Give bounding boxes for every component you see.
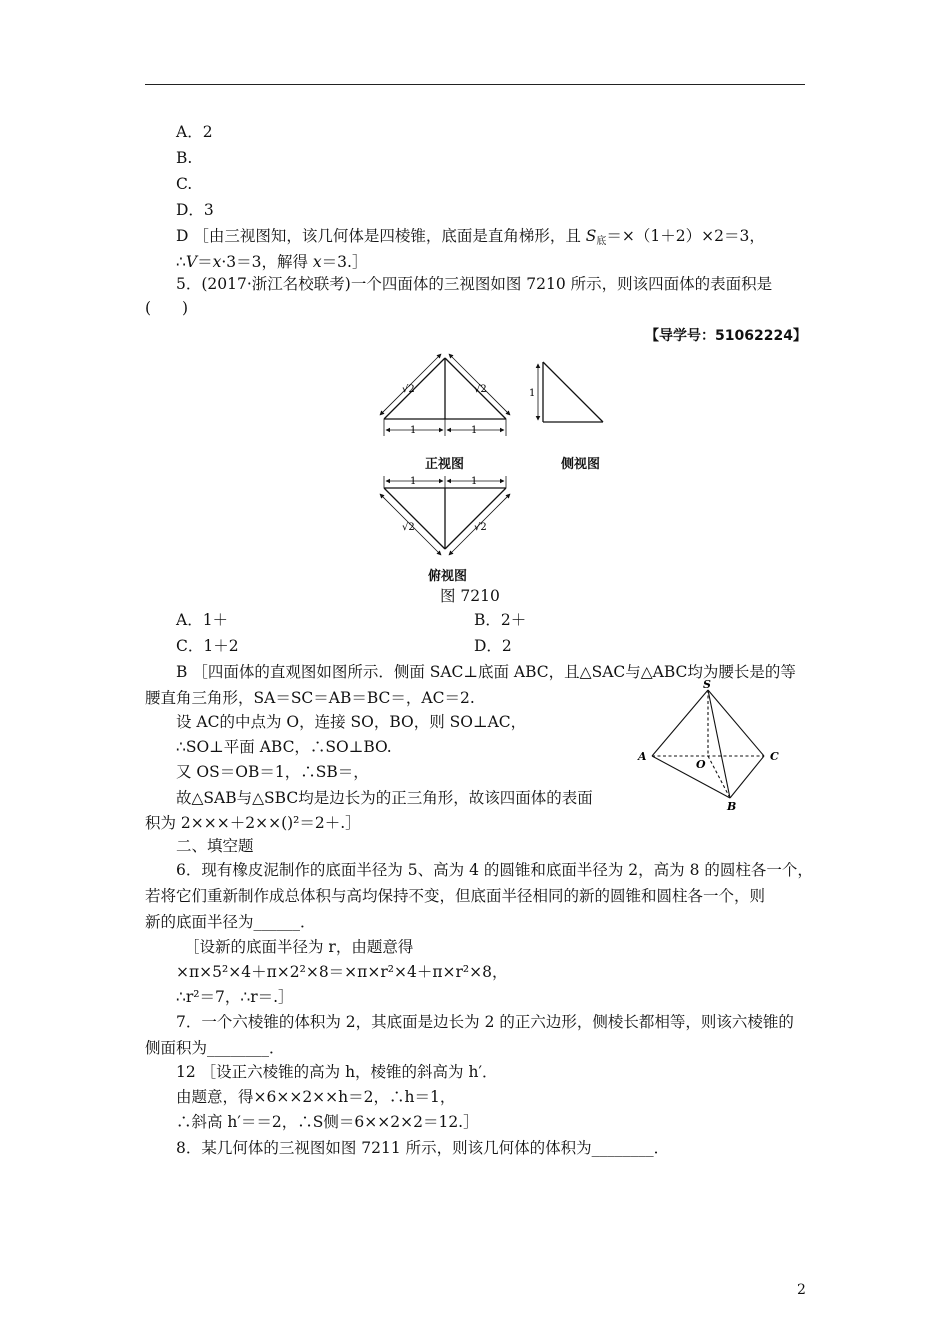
q7-stem-line-2: 侧面积为________．: [145, 1039, 285, 1057]
q5-option-c: C．1＋2: [176, 637, 239, 655]
q4-option-b: B.: [176, 149, 193, 167]
top-dim-right: 1: [471, 476, 478, 487]
vertex-A: A: [638, 750, 647, 763]
q5-option-a: A．1＋: [176, 611, 229, 629]
q6-answer-line-3: ∴r²＝7，∴r＝.］: [176, 988, 294, 1006]
q4-option-d: D．3: [176, 201, 214, 219]
front-dim-left: 1: [410, 425, 417, 436]
front-view-label: 正视图: [425, 457, 465, 472]
front-dim-right: 1: [471, 425, 478, 436]
q6-stem-line-2: 若将它们重新制作成总体积与高均保持不变，但底面半径相同的新的圆锥和圆柱各一个，则: [145, 887, 766, 905]
q4-answer-line-2: ∴V＝x·3＝3，解得 x＝3.］: [176, 253, 368, 271]
vertex-C: C: [770, 750, 779, 763]
q5-option-b: B．2＋: [474, 611, 527, 629]
q5-answer-line-7: 积为 2×××＋2××()²＝2＋.］: [145, 814, 361, 832]
q5-option-d: D．2: [474, 637, 512, 655]
header-rule: [145, 84, 805, 85]
q5-answer-line-4: ∴SO⊥平面 ABC，∴SO⊥BO.: [176, 738, 392, 756]
front-dim-sqrt2-left: √2: [402, 384, 415, 395]
q4-option-a: A．2: [176, 123, 213, 141]
q4-option-c: C.: [176, 175, 193, 193]
top-view: [380, 476, 510, 555]
front-dim-sqrt2-right: √2: [474, 384, 487, 395]
front-view: [380, 354, 510, 436]
vertex-S: S: [703, 678, 711, 691]
side-view: [538, 362, 603, 422]
page-number: 2: [797, 1282, 806, 1298]
q6-answer-line-1: ［设新的底面半径为 r，由题意得: [184, 938, 414, 956]
section-title-fill-in: 二、填空题: [176, 837, 254, 855]
q6-stem-line-1: 6．现有橡皮泥制作的底面半径为 5、高为 4 的圆锥和底面半径为 2，高为 8 的圆柱各一个，: [176, 861, 813, 879]
q5-stem-line-1: 5．(2017·浙江名校联考)一个四面体的三视图如图 7210 所示，则该四面体的表面积是: [176, 275, 773, 293]
side-view-label: 侧视图: [561, 457, 601, 472]
q7-answer-line-3: ∴斜高 h′＝＝2，∴S侧＝6××2×2＝12.］: [176, 1113, 479, 1131]
side-dim: 1: [529, 388, 536, 399]
q5-stem-line-2: ( ): [145, 299, 189, 317]
q5-answer-line-6: 故△SAB与△SBC均是边长为的正三角形，故该四面体的表面: [176, 789, 593, 807]
top-dim-left: 1: [410, 476, 417, 487]
q5-answer-line-5: 又 OS＝OB＝1，∴SB＝，: [176, 763, 369, 781]
q7-stem-line-1: 7．一个六棱锥的体积为 2，其底面是边长为 2 的正六边形，侧棱长都相等，则该六棱锥的: [176, 1013, 794, 1031]
q5-guide-number: 【导学号：51062224】: [645, 328, 807, 344]
q7-answer-line-2: 由题意，得×6××2××h＝2，∴h＝1，: [176, 1088, 456, 1106]
top-view-label: 俯视图: [428, 569, 468, 584]
q5-answer-line-1: B ［四面体的直观图如图所示．侧面 SAC⊥底面 ABC，且△SAC与△ABC均为腰长是的等: [176, 663, 796, 681]
q8-stem: 8．某几何体的三视图如图 7211 所示，则该几何体的体积为________．: [176, 1139, 670, 1157]
vertex-B: B: [727, 800, 737, 812]
q6-answer-line-2: ×π×5²×4＋π×2²×8＝×π×r²×4＋π×r²×8，: [176, 963, 508, 981]
q6-stem-line-3: 新的底面半径为______．: [145, 913, 316, 931]
q5-answer-line-3: 设 AC的中点为 O，连接 SO，BO，则 SO⊥AC，: [176, 713, 527, 731]
top-dim-sqrt2-right: √2: [474, 522, 487, 533]
top-dim-sqrt2-left: √2: [402, 522, 415, 533]
vertex-O: O: [696, 758, 706, 771]
q5-answer-line-2: 腰直角三角形，SA＝SC＝AB＝BC＝，AC＝2.: [145, 689, 475, 707]
tetrahedron-figure: [632, 676, 792, 812]
figure-caption: 图 7210: [440, 587, 500, 605]
q7-answer-line-1: 12 ［设正六棱锥的高为 h，棱锥的斜高为 h′．: [176, 1063, 498, 1081]
q4-answer-line-1: D ［由三视图知，该几何体是四棱锥，底面是直角梯形，且 $S_底=\times(1+2)\times 2=3$，: [176, 227, 765, 247]
